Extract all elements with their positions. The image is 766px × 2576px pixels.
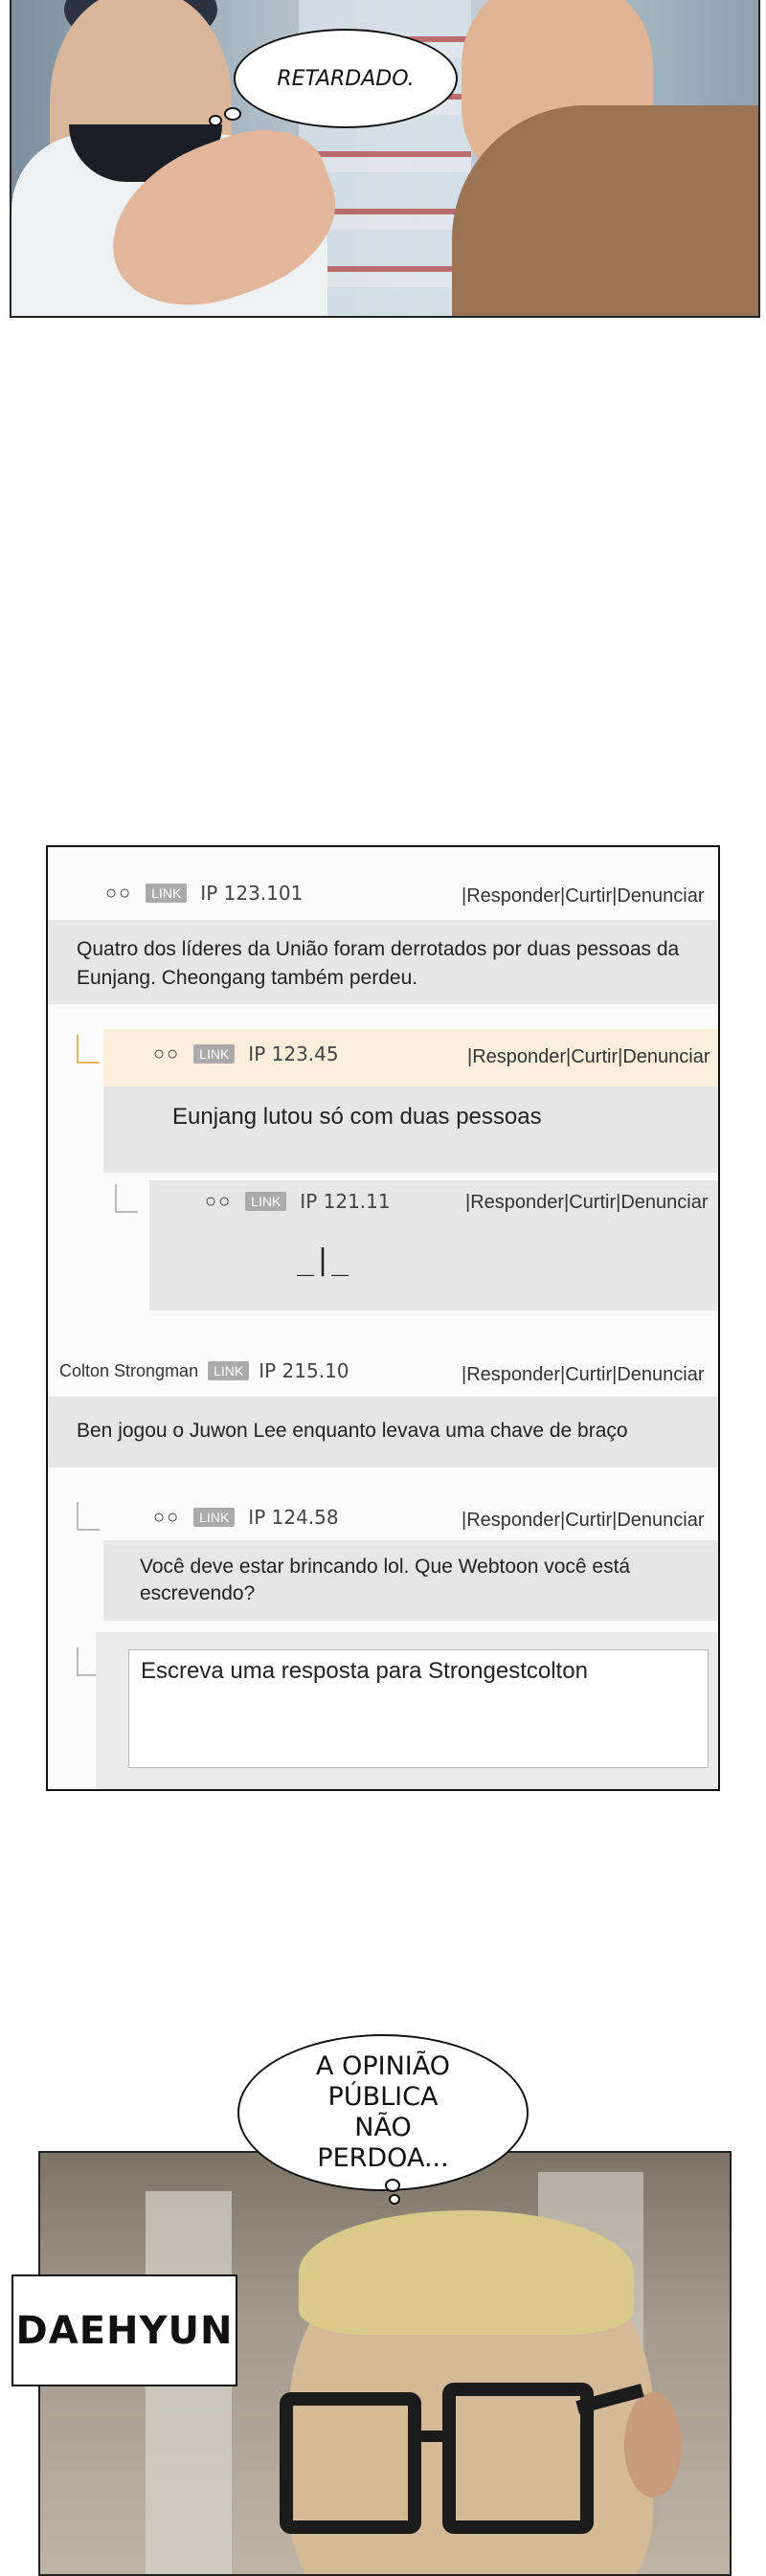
- second-character-jacket: [452, 105, 760, 318]
- comment-text: Você deve estar brincando lol. Que Webtoon você está escrevendo?: [140, 1556, 631, 1604]
- link-badge[interactable]: LINK: [146, 884, 187, 903]
- report-button[interactable]: |Denunciar: [612, 1364, 705, 1385]
- speech-bubble: [234, 29, 458, 128]
- like-button[interactable]: |Curtir: [564, 1192, 617, 1213]
- reply-button[interactable]: |Responder: [462, 1364, 561, 1385]
- author-name: ○○: [205, 1190, 233, 1212]
- report-button[interactable]: |Denunciar: [616, 1192, 709, 1213]
- comment-section: [46, 845, 720, 1791]
- like-button[interactable]: |Curtir: [560, 1510, 613, 1531]
- like-button[interactable]: |Curtir: [566, 1046, 619, 1067]
- speech-text: A OPINIÃO PÚBLICA NÃO PERDOA...: [316, 2051, 450, 2173]
- comment-meta: [59, 1359, 349, 1382]
- ip-address: IP 121.11: [300, 1190, 391, 1213]
- speech-bubble-bottom: [237, 2034, 529, 2191]
- thought-dot: [385, 2179, 400, 2192]
- reply-indicator: [77, 1502, 100, 1531]
- link-badge[interactable]: LINK: [193, 1508, 235, 1527]
- ip-address: IP 123.101: [200, 882, 304, 905]
- comment-meta: [205, 1190, 391, 1213]
- comment-actions: [465, 1192, 709, 1214]
- like-button[interactable]: |Curtir: [560, 1364, 613, 1385]
- reply-indicator: [77, 1035, 100, 1064]
- report-button[interactable]: |Denunciar: [612, 885, 705, 907]
- ip-address: IP 123.45: [248, 1042, 339, 1065]
- link-badge[interactable]: LINK: [193, 1044, 235, 1064]
- thought-dot: [224, 107, 241, 121]
- link-badge[interactable]: LINK: [208, 1361, 249, 1380]
- ip-address: IP 215.10: [259, 1359, 349, 1382]
- glasses-left-lens: [280, 2392, 421, 2534]
- speech-text: RETARDADO.: [277, 66, 415, 91]
- comment-actions: [467, 1046, 710, 1068]
- comment-actions: [462, 885, 705, 907]
- comment-text: Quatro dos líderes da União foram derrotados por duas pessoas da Eunjang. Cheongang também perdeu.: [77, 938, 680, 989]
- reply-input[interactable]: [128, 1649, 709, 1768]
- reply-button[interactable]: |Responder: [465, 1192, 565, 1213]
- character-name: DAEHYUN: [15, 2308, 234, 2353]
- report-button[interactable]: |Denunciar: [618, 1046, 710, 1067]
- character-hair: [299, 2210, 634, 2335]
- thought-dot: [209, 115, 222, 126]
- reply-indicator: [115, 1184, 138, 1213]
- glasses-bridge: [414, 2430, 452, 2442]
- comment-text: _|_: [297, 1243, 349, 1277]
- character-ear: [624, 2392, 682, 2498]
- comment-text: Ben jogou o Juwon Lee enquanto levava uma chave de braço: [77, 1420, 628, 1442]
- glasses-right-lens: [442, 2383, 594, 2534]
- reply-button[interactable]: |Responder: [462, 885, 561, 907]
- thought-dot: [389, 2194, 400, 2205]
- author-name: Colton Strongman: [59, 1360, 199, 1380]
- comment-meta: [153, 1506, 339, 1529]
- comment-meta: [105, 882, 303, 905]
- like-button[interactable]: |Curtir: [560, 885, 613, 907]
- comment-actions: [462, 1364, 705, 1386]
- reply-button[interactable]: |Responder: [467, 1046, 567, 1067]
- character-name-caption: [11, 2274, 237, 2386]
- ip-address: IP 124.58: [248, 1506, 339, 1529]
- reply-button[interactable]: |Responder: [462, 1510, 561, 1531]
- report-button[interactable]: |Denunciar: [612, 1510, 705, 1531]
- comment-actions: [462, 1510, 705, 1532]
- link-badge[interactable]: LINK: [245, 1192, 286, 1211]
- reply-placeholder: Escreva uma resposta para Strongestcolton: [141, 1658, 588, 1684]
- comment-text: Eunjang lutou só com duas pessoas: [172, 1104, 542, 1130]
- author-name: ○○: [153, 1506, 181, 1528]
- comment-meta: [153, 1042, 339, 1065]
- comic-panel-top: [10, 0, 760, 318]
- author-name: ○○: [105, 882, 133, 904]
- author-name: ○○: [153, 1042, 181, 1064]
